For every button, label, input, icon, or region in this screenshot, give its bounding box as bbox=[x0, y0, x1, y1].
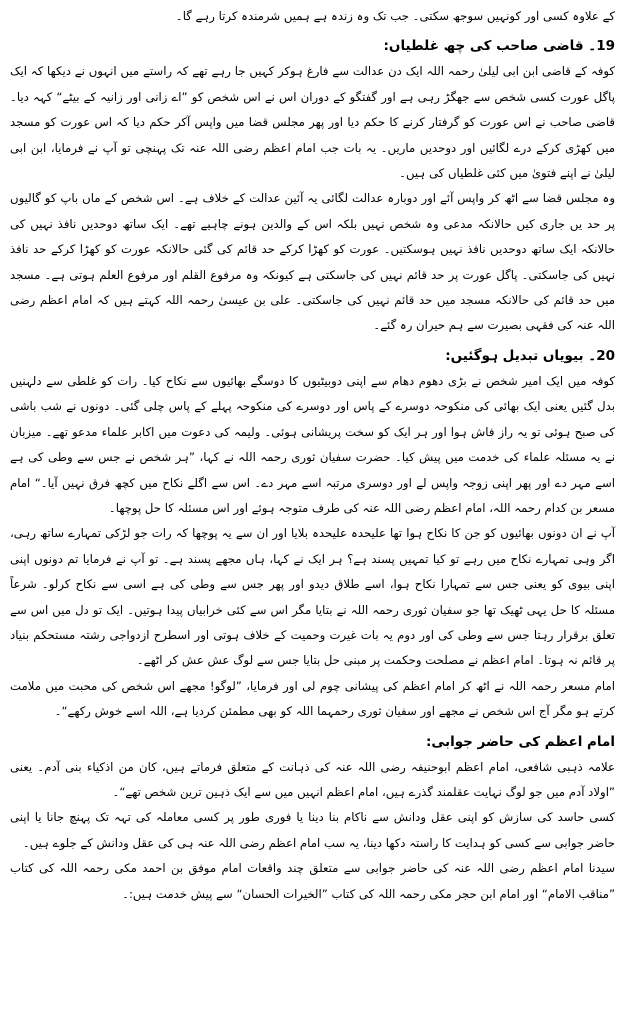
paragraph-brides-swapped: کوفہ میں ایک امیر شخص نے بڑی دھوم دھام سے اپنی دوبیٹیوں کا دوسگے بھائیوں سے نکاح کیا۔ رات کو غلطی سے دلہنیں بدل گئیں یعنی ایک بھائی کی منکوحہ دوسرے کے پاس اور دوسرے کی منکوحہ پہلے کے پاس چلی گئی۔ دونوں نے شب باشی کی صبح ہوئی تو یہ راز فاش ہوا اور ہر ایک کو سخت پریشانی ہوئی۔ ولیمہ کی دعوت میں اکابر علماء مدعو تھے۔ میزبان نے یہ مسئلہ علماء کی خدمت میں پیش کیا۔ حضرت سفیان ثوری رحمہ اللہ نے کہا، ”ہر شخص نے جس سے وطی کی ہے اسے مہر دے اور پھر اپنی زوجہ واپس لے اور دوسری مرتبہ اسے مہر دے۔ اس سے اگلے نکاح میں کچھ فرق نہیں آیا۔“ امام مسعر بن کدام رحمہ اللہ، امام اعظم رضی اللہ عنہ کی طرف متوجہ ہوئے اور اس مسئلہ کا حل پوچھا۔ bbox=[10, 373, 615, 515]
section-heading-20: 20۔ بیویاں تبدیل ہوگئیں: bbox=[445, 347, 615, 364]
section-heading-19: 19۔ قاضی صاحب کی چھ غلطیاں: bbox=[383, 38, 615, 55]
paragraph-six-mistakes: وہ مجلس قضا سے اٹھ کر واپس آئے اور دوبارہ عدالت لگائی یہ آئین عدالت کے خلاف ہے۔ اس شخص کے ماں باپ کو گالیوں پر حد یں جاری کیں حالانکہ مدعی وہ شخص نہیں بلکہ اس کے والدین ہونے چاہیے تھے۔ ایک ساتھ دوحدیں نافذ نہیں کی حالانکہ ایک ساتھ دوحدیں نافذ نہیں ہوسکتیں۔ عورت کو کھڑا کرکے حد قائم کی گئی حالانکہ عورت کو کھڑا کرکے حد نافذ نہیں کی جاسکتی۔ پاگل عورت پر حد قائم نہیں کی جاسکتی ہے کیونکہ وہ مرفوع القلم اور مرفوع العلم ہوتی ہے۔ مسجد میں حد قائم کی حالانکہ مسجد میں حد قائم نہیں کی جاسکتی۔ علی بن عیسیٰ رحمہ اللہ کہتے ہیں کہ امام اعظم رضی اللہ عنہ کی فقہی بصیرت سے ہم حیران رہ گئے۔ bbox=[10, 191, 615, 333]
paragraph-imam-solution: آپ نے ان دونوں بھائیوں کو جن کا نکاح ہوا تھا علیحدہ علیحدہ بلایا اور ان سے یہ پوچھا کہ رات جو لڑکی تمہارے ساتھ رہی، اگر وہی تمہارے نکاح میں رہے تو کیا تمہیں پسند ہے؟ ہر ایک نے کہا، ہاں مجھے پسند ہے۔ تو آپ نے فرمایا تم دونوں اپنی اپنی بیوی کو یعنی جس سے تمہارا نکاح ہوا، اسے طلاق دیدو اور پھر جس سے وطی کی ہے اسی سے نکاح کرلو۔ شرعاً مسئلہ کا حل یہی ٹھیک تھا جو سفیان ثوری رحمہ اللہ نے بتایا مگر اس سے کئی خرابیاں پیدا ہوتیں۔ ایک تو دل میں اس سے تعلق برقرار رہتا جس سے وطی کی اور دوم یہ بات غیرت وحمیت کے خلاف ہوتی اور اسطرح ازدواجی رشتہ مستحکم بنیاد پر قائم نہ ہوتا۔ امام اعظم نے مصلحت وحکمت پر مبنی حل بتایا جس سے لوگ عش عش کر اٹھے۔ bbox=[10, 526, 615, 668]
paragraph-continuation: کے علاوہ کسی اور کونہیں سوجھ سکتی۔ جب تک وہ زندہ ہے ہمیں شرمندہ کرتا رہے گا۔ bbox=[175, 9, 615, 23]
paragraph-sources: سیدنا امام اعظم رضی اللہ عنہ کی حاضر جوابی سے متعلق چند واقعات امام موفق بن احمد مکی رحمہ اللہ کی کتاب ”مناقب الامام“ اور امام ابن حجر مکی رحمہ اللہ کی کتاب ”الخیرات الحسان“ سے پیش خدمت ہیں:۔ bbox=[10, 861, 615, 901]
paragraph-imam-misar: امام مسعر رحمہ اللہ نے اٹھ کر امام اعظم کی پیشانی چوم لی اور فرمایا، ”لوگو! مجھے اس شخص کی محبت میں ملامت کرتے ہو مگر آج اس شخص نے مجھے اور سفیان ثوری رحمہما اللہ کو بھی مطمئن کردیا ہے، اللہ اسے خوش رکھے“۔ bbox=[10, 678, 615, 719]
paragraph-qazi-story: کوفہ کے قاضی ابن ابی لیلیٰ رحمہ اللہ ایک دن عدالت سے فارغ ہوکر کہیں جا رہے تھے کہ راستے میں انہوں نے دیکھا کہ ایک پاگل عورت کسی شخص سے جھگڑ رہی ہے اور گفتگو کے دوران اس نے اس شخص کو ”اے زانی اور زانیہ کے بیٹے“ کہہ دیا۔ قاضی صاحب نے اس عورت کو گرفتار کرنے کا حکم دیا اور پھر مجلس قضا میں واپس آکر حکم دیا کہ اس عورت کو مسجد میں کھڑی کرکے درے لگائیں اور دوحدیں ماریں۔ یہ بات جب امام اعظم رضی اللہ عنہ تک پہنچی تو آپ نے فرمایا، ابن ابی لیلیٰ نے اپنے فتویٰ میں کئی غلطیاں کی ہیں۔ bbox=[10, 64, 615, 181]
section-heading-presence-of-mind: امام اعظم کی حاضر جوابی: bbox=[425, 733, 615, 750]
paragraph-dhahabi-quote: علامہ ذہبی شافعی، امام اعظم ابوحنیفہ رضی اللہ عنہ کی ذہانت کے متعلق فرماتے ہیں، کان من اذکیاء بنی آدم۔ یعنی ”اولاد آدم میں جو لوگ نہایت عقلمند گذرے ہیں، امام اعظم انہیں میں سے ایک ذہین ترین شخص تھے“۔ bbox=[10, 759, 615, 799]
paragraph-wisdom: کسی حاسد کی سازش کو اپنی عقل ودانش سے ناکام بنا دینا یا فوری طور پر کسی معاملہ کی تہہ تک پہنچ جانا یا اپنی حاضر جوابی سے کسی کو ہدایت کا راستہ دکھا دینا، یہ سب امام اعظم رضی اللہ عنہ ہی کی عقل ودانش کے جلوے ہیں۔ bbox=[10, 810, 615, 850]
